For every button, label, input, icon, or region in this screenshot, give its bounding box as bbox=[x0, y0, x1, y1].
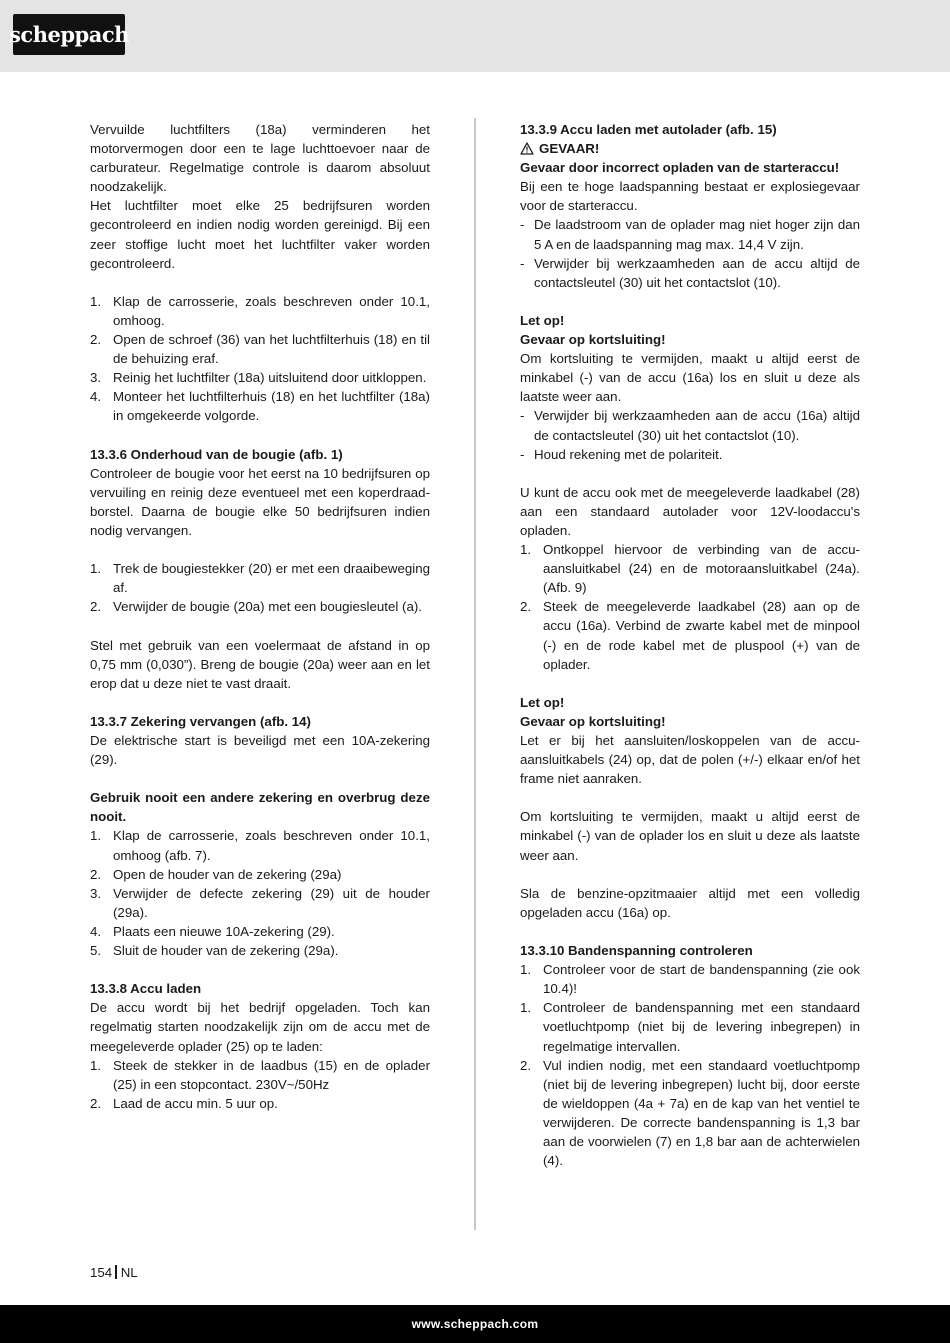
charge-steps bbox=[90, 1056, 430, 1113]
list-item: 4. Plaats een nieuwe 10A-zekering (29). bbox=[90, 923, 335, 939]
danger-label: GEVAAR! bbox=[539, 141, 600, 157]
note-label: Let op! bbox=[520, 312, 565, 328]
footer-separator bbox=[115, 1265, 117, 1279]
note-text: Let er bij het aansluiten/loskoppelen van de accu-aansluitkabels (24) op, dat de polen (+/-) elkaar en/of het frame niet aanraken. bbox=[520, 733, 860, 787]
warning-triangle-icon bbox=[520, 142, 534, 155]
danger-bullets bbox=[520, 215, 860, 291]
footer-bar bbox=[0, 1305, 950, 1343]
fuse-steps bbox=[90, 826, 430, 960]
list-item: 3. Verwijder de defecte zekering (29) uit de houder (29a). bbox=[90, 885, 430, 920]
list-item: 5. Sluit de houder van de zekering (29a). bbox=[90, 943, 339, 959]
website-link[interactable]: www.scheppach.com bbox=[411, 1317, 539, 1331]
list-item: 2. Open de schroef (36) van het luchtfilterhuis (18) en til de behuizing eraf. bbox=[90, 332, 430, 367]
danger-text: Bij een te hoge laadspanning bestaat er explosiegevaar voor de starteraccu. bbox=[520, 179, 860, 214]
list-item: - Verwijder bij werkzaamheden aan de accu (16a) altijd de contactsleutel (30) uit het contactslot (10). bbox=[520, 408, 860, 443]
scheppach-logo: scheppach bbox=[13, 14, 125, 55]
language-code: NL bbox=[120, 1265, 138, 1280]
list-item: - Houd rekening met de polariteit. bbox=[520, 446, 723, 462]
list-item: 3. Reinig het luchtfilter (18a) uitsluitend door uitkloppen. bbox=[90, 370, 427, 386]
note-title: Gevaar op kortsluiting! bbox=[520, 713, 666, 729]
air-filter-interval: Het luchtfilter moet elke 25 bedrijfsuren worden gecontroleerd en indien nodig worden gereinigd. Bij een zeer stoffige lucht moet het luchtfilter vaker worden gecontroleerd. bbox=[90, 198, 430, 271]
list-item: - De laadstroom van de oplader mag niet hoger zijn dan 5 A en de laadspanning mag max. 14,4 V zijn. bbox=[520, 217, 860, 252]
list-item: 1. Controleer de bandenspanning met een standaard voetluchtpomp (niet bij de levering inbegrepen) in regelmatige intervallen. bbox=[520, 1000, 860, 1054]
note-title: Gevaar op kortsluiting! bbox=[520, 332, 666, 348]
section-heading-bougie: 13.3.6 Onderhoud van de bougie (afb. 1) bbox=[90, 446, 343, 462]
note-text: Om kortsluiting te vermijden, maakt u altijd eerst de minkabel (-) van de accu (16a) los en sluit u deze als laatste weer aan. bbox=[520, 351, 860, 405]
cable-text: U kunt de accu ook met de meegeleverde laadkabel (28) aan een standaard autolader voor 12V-loodaccu's opladen. bbox=[520, 484, 860, 538]
list-item: 1. Ontkoppel hiervoor de verbinding van de accu-aansluitkabel (24) en de motoraansluitkabel (24a). (Afb. 9) bbox=[520, 542, 860, 596]
bougie-gap-text: Stel met gebruik van een voelermaat de afstand in op 0,75 mm (0,030”). Breng de bougie (20a) weer aan en let erop dat u deze niet te vast draait. bbox=[90, 637, 430, 691]
cable-steps bbox=[520, 540, 860, 674]
fuse-text: De elektrische start is beveiligd met een 10A-zekering (29). bbox=[90, 733, 430, 768]
list-item: 1. Steek de stekker in de laadbus (15) en de oplader (25) in een stopcontact. 230V~/50Hz bbox=[90, 1057, 430, 1092]
bougie-steps bbox=[90, 559, 430, 616]
danger-label-row bbox=[520, 139, 860, 158]
list-item: 2. Open de houder van de zekering (29a) bbox=[90, 866, 342, 882]
section-heading-charge: 13.3.8 Accu laden bbox=[90, 981, 202, 997]
charge-text: De accu wordt bij het bedrijf opgeladen. Toch kan regelmatig starten noodzakelijk zijn om de accu met de meegeleverde oplader (25) op te laden: bbox=[90, 1000, 430, 1054]
list-item: 2. Laad de accu min. 5 uur op. bbox=[90, 1095, 278, 1111]
air-filter-steps bbox=[90, 292, 430, 426]
bougie-text: Controleer de bougie voor het eerst na 10 bedrijfsuren op vervuiling en reinig deze eventueel met een koperdraad-borstel. Daarna de bougie elke 50 bedrijfsuren indien nodig vervangen. bbox=[90, 465, 430, 538]
section-heading-fuse: 13.3.7 Zekering vervangen (afb. 14) bbox=[90, 713, 311, 729]
list-item: 1. Klap de carrosserie, zoals beschreven onder 10.1, omhoog (afb. 7). bbox=[90, 828, 430, 863]
page-number: 154 bbox=[90, 1265, 113, 1280]
list-item: 1. Trek de bougiestekker (20) er met een draaibeweging af. bbox=[90, 561, 430, 596]
header-bar bbox=[0, 0, 950, 72]
left-column bbox=[90, 120, 430, 1113]
note-label: Let op! bbox=[520, 694, 565, 710]
section-heading-tyres: 13.3.10 Bandenspanning controleren bbox=[520, 943, 753, 959]
tyre-steps bbox=[520, 960, 860, 1170]
section-heading-autolader: 13.3.9 Accu laden met autolader (afb. 15) bbox=[520, 122, 777, 137]
fuse-warning: Gebruik nooit een andere zekering en overbrug deze nooit. bbox=[90, 790, 430, 825]
list-item: 2. Steek de meegeleverde laadkabel (28) aan op de accu (16a). Verbind de zwarte kabel met de minpool (-) en de rode kabel met de pluspool (+) van de oplader. bbox=[520, 599, 860, 672]
list-item: 1. Klap de carrosserie, zoals beschreven onder 10.1, omhoog. bbox=[90, 293, 430, 328]
list-item: 1. Controleer voor de start de bandenspanning (zie ook 10.4)! bbox=[520, 962, 860, 997]
air-filter-intro: Vervuilde luchtfilters (18a) verminderen het motorvermogen door een te lage luchttoevoer naar de carburateur. Regelmatige controle is daarom absoluut noodzakelijk. bbox=[90, 122, 430, 195]
note-text-disconnect: Om kortsluiting te vermijden, maakt u altijd eerst de minkabel (-) van de oplader los en sluit u deze als laatste weer aan. bbox=[520, 809, 860, 863]
danger-title: Gevaar door incorrect opladen van de starteraccu! bbox=[520, 160, 840, 176]
list-item: 2. Verwijder de bougie (20a) met een bougiesleutel (a). bbox=[90, 599, 422, 615]
list-item: - Verwijder bij werkzaamheden aan de accu altijd de contactsleutel (30) uit het contactslot (10). bbox=[520, 255, 860, 290]
right-column bbox=[520, 120, 860, 1170]
note-bullets bbox=[520, 406, 860, 463]
list-item: 4. Monteer het luchtfilterhuis (18) en het luchtfilter (18a) in omgekeerde volgorde. bbox=[90, 389, 430, 424]
page-footer bbox=[90, 1265, 138, 1281]
column-divider bbox=[474, 118, 476, 1230]
store-text: Sla de benzine-opzitmaaier altijd met een volledig opgeladen accu (16a) op. bbox=[520, 885, 860, 920]
list-item: 2. Vul indien nodig, met een standaard voetluchtpomp (niet bij de levering inbegrepen) lucht bij, door eerste de wieldoppen (4a + 7a) en de kap van het ventiel te verwijderen. De correcte bandenspanning is 1,3 bar aan de voorwielen (7) en 1,8 bar aan de achterwielen (4). bbox=[520, 1057, 860, 1169]
